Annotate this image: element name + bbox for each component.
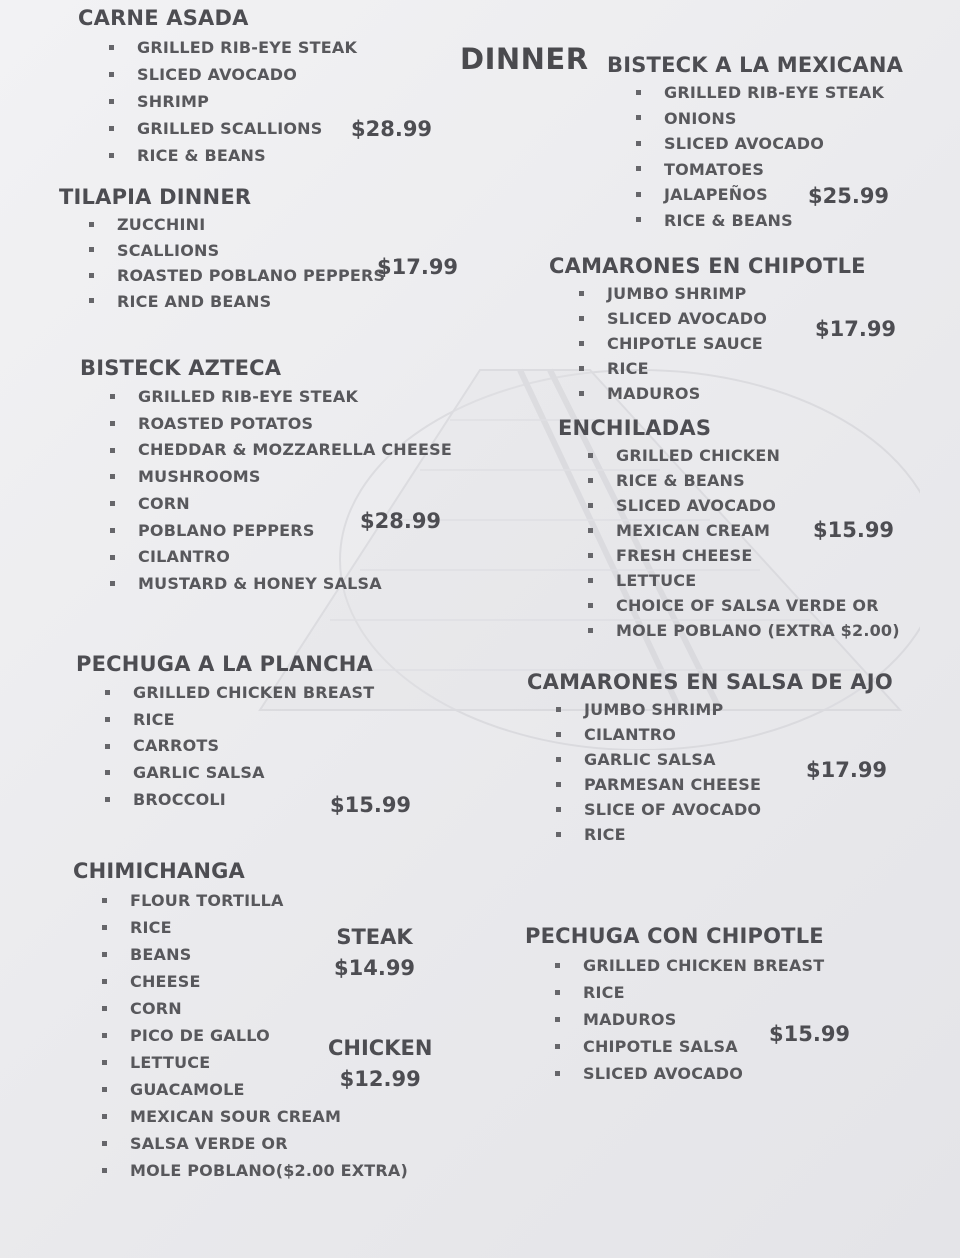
- list-item: RICE: [584, 822, 893, 847]
- list-item: RICE & BEANS: [664, 208, 903, 234]
- price-pechuga-con-chipotle: $15.99: [769, 1022, 851, 1046]
- dish-name: ENCHILADAS: [558, 416, 712, 440]
- list-item: MADUROS: [607, 381, 866, 406]
- list-item: MOLE POBLANO (EXTRA $2.00): [616, 618, 900, 643]
- list-item: PICO DE GALLO: [130, 1022, 408, 1049]
- list-item: CARROTS: [133, 733, 374, 760]
- list-item: RICE: [607, 356, 866, 381]
- dish-items: [137, 34, 357, 169]
- price-option-chicken: [328, 1033, 432, 1095]
- list-item: SCALLIONS: [117, 238, 385, 264]
- list-item: MUSTARD & HONEY SALSA: [138, 571, 452, 598]
- list-item: CHIPOTLE SAUCE: [607, 331, 866, 356]
- list-item: CORN: [138, 491, 452, 518]
- list-item: MADUROS: [583, 1006, 824, 1033]
- list-item: GUACAMOLE: [130, 1076, 408, 1103]
- dish-pechuga-a-la-plancha: [76, 652, 374, 814]
- list-item: SLICE OF AVOCADO: [584, 797, 893, 822]
- price-bisteck-a-la-mexicana: $25.99: [808, 184, 890, 208]
- list-item: JALAPEÑOS: [664, 182, 903, 208]
- price-option-steak: [334, 922, 415, 984]
- list-item: POBLANO PEPPERS: [138, 518, 452, 545]
- list-item: LETTUCE: [130, 1049, 408, 1076]
- list-item: ROASTED POTATOS: [138, 411, 452, 438]
- list-item: JUMBO SHRIMP: [584, 697, 893, 722]
- dish-name: CAMARONES EN CHIPOTLE: [549, 254, 866, 278]
- list-item: RICE: [133, 707, 374, 734]
- list-item: GRILLED SCALLIONS: [137, 115, 357, 142]
- dish-name: CAMARONES EN SALSA DE AJO: [527, 670, 893, 694]
- list-item: CHOICE OF SALSA VERDE OR: [616, 593, 900, 618]
- list-item: PARMESAN CHEESE: [584, 772, 893, 797]
- dish-items: [616, 443, 900, 643]
- list-item: GRILLED RIB-EYE STEAK: [137, 34, 357, 61]
- list-item: FRESH CHEESE: [616, 543, 900, 568]
- list-item: MEXICAN CREAM: [616, 518, 900, 543]
- list-item: RICE: [583, 979, 824, 1006]
- list-item: ONIONS: [664, 106, 903, 132]
- price-enchiladas: $15.99: [813, 518, 895, 542]
- list-item: JUMBO SHRIMP: [607, 281, 866, 306]
- dish-items: [607, 281, 866, 406]
- list-item: CHIPOTLE SALSA: [583, 1033, 824, 1060]
- dish-carne-asada: [78, 6, 357, 169]
- dish-bisteck-azteca: [80, 356, 452, 598]
- dish-chimichanga: [73, 859, 408, 1184]
- list-item: SLICED AVOCADO: [616, 493, 900, 518]
- dish-tilapia-dinner: [59, 185, 385, 314]
- list-item: ZUCCHINI: [117, 212, 385, 238]
- list-item: SLICED AVOCADO: [607, 306, 866, 331]
- list-item: SLICED AVOCADO: [664, 131, 903, 157]
- price-option-label: CHICKEN: [328, 1036, 433, 1060]
- dish-name: CARNE ASADA: [78, 6, 249, 30]
- dish-name: CHIMICHANGA: [73, 859, 246, 883]
- price-tilapia-dinner: $17.99: [377, 255, 459, 279]
- price-camarones-en-salsa-de-ajo: $17.99: [806, 758, 888, 782]
- list-item: CHEDDAR & MOZZARELLA CHEESE: [138, 437, 452, 464]
- list-item: RICE & BEANS: [616, 468, 900, 493]
- price-carne-asada: $28.99: [351, 117, 433, 141]
- list-item: GARLIC SALSA: [584, 747, 893, 772]
- list-item: SHRIMP: [137, 88, 357, 115]
- list-item: BROCCOLI: [133, 787, 374, 814]
- price-option-label: STEAK: [336, 925, 413, 949]
- list-item: RICE: [130, 914, 408, 941]
- price-bisteck-azteca: $28.99: [360, 509, 442, 533]
- list-item: GARLIC SALSA: [133, 760, 374, 787]
- list-item: CORN: [130, 995, 408, 1022]
- dish-pechuga-con-chipotle: [525, 924, 824, 1087]
- list-item: MEXICAN SOUR CREAM: [130, 1103, 408, 1130]
- list-item: GRILLED RIB-EYE STEAK: [138, 384, 452, 411]
- list-item: BEANS: [130, 941, 408, 968]
- dish-name: TILAPIA DINNER: [59, 185, 252, 209]
- list-item: GRILLED CHICKEN BREAST: [133, 680, 374, 707]
- list-item: RICE & BEANS: [137, 142, 357, 169]
- list-item: CILANTRO: [584, 722, 893, 747]
- list-item: GRILLED CHICKEN: [616, 443, 900, 468]
- list-item: SLICED AVOCADO: [583, 1060, 824, 1087]
- list-item: CHEESE: [130, 968, 408, 995]
- dish-name: BISTECK A LA MEXICANA: [607, 53, 904, 77]
- list-item: CILANTRO: [138, 544, 452, 571]
- list-item: FLOUR TORTILLA: [130, 887, 408, 914]
- price-option-value: $14.99: [334, 956, 416, 980]
- list-item: SALSA VERDE OR: [130, 1130, 408, 1157]
- list-item: GRILLED RIB-EYE STEAK: [664, 80, 903, 106]
- list-item: RICE AND BEANS: [117, 289, 385, 315]
- list-item: LETTUCE: [616, 568, 900, 593]
- list-item: MUSHROOMS: [138, 464, 452, 491]
- dish-name: BISTECK AZTECA: [80, 356, 282, 380]
- price-option-value: $12.99: [339, 1067, 421, 1091]
- list-item: MOLE POBLANO($2.00 EXTRA): [130, 1157, 408, 1184]
- price-camarones-en-chipotle: $17.99: [815, 317, 897, 341]
- dish-name: PECHUGA A LA PLANCHA: [76, 652, 373, 676]
- list-item: TOMATOES: [664, 157, 903, 183]
- list-item: ROASTED POBLANO PEPPERS: [117, 263, 385, 289]
- dish-items: [138, 384, 452, 598]
- list-item: GRILLED CHICKEN BREAST: [583, 952, 824, 979]
- dish-items: [117, 212, 385, 314]
- dish-items: [583, 952, 824, 1087]
- dish-items: [664, 80, 903, 233]
- dish-name: PECHUGA CON CHIPOTLE: [525, 924, 824, 948]
- list-item: SLICED AVOCADO: [137, 61, 357, 88]
- menu-title: DINNER: [460, 42, 589, 76]
- price-pechuga-a-la-plancha: $15.99: [330, 793, 412, 817]
